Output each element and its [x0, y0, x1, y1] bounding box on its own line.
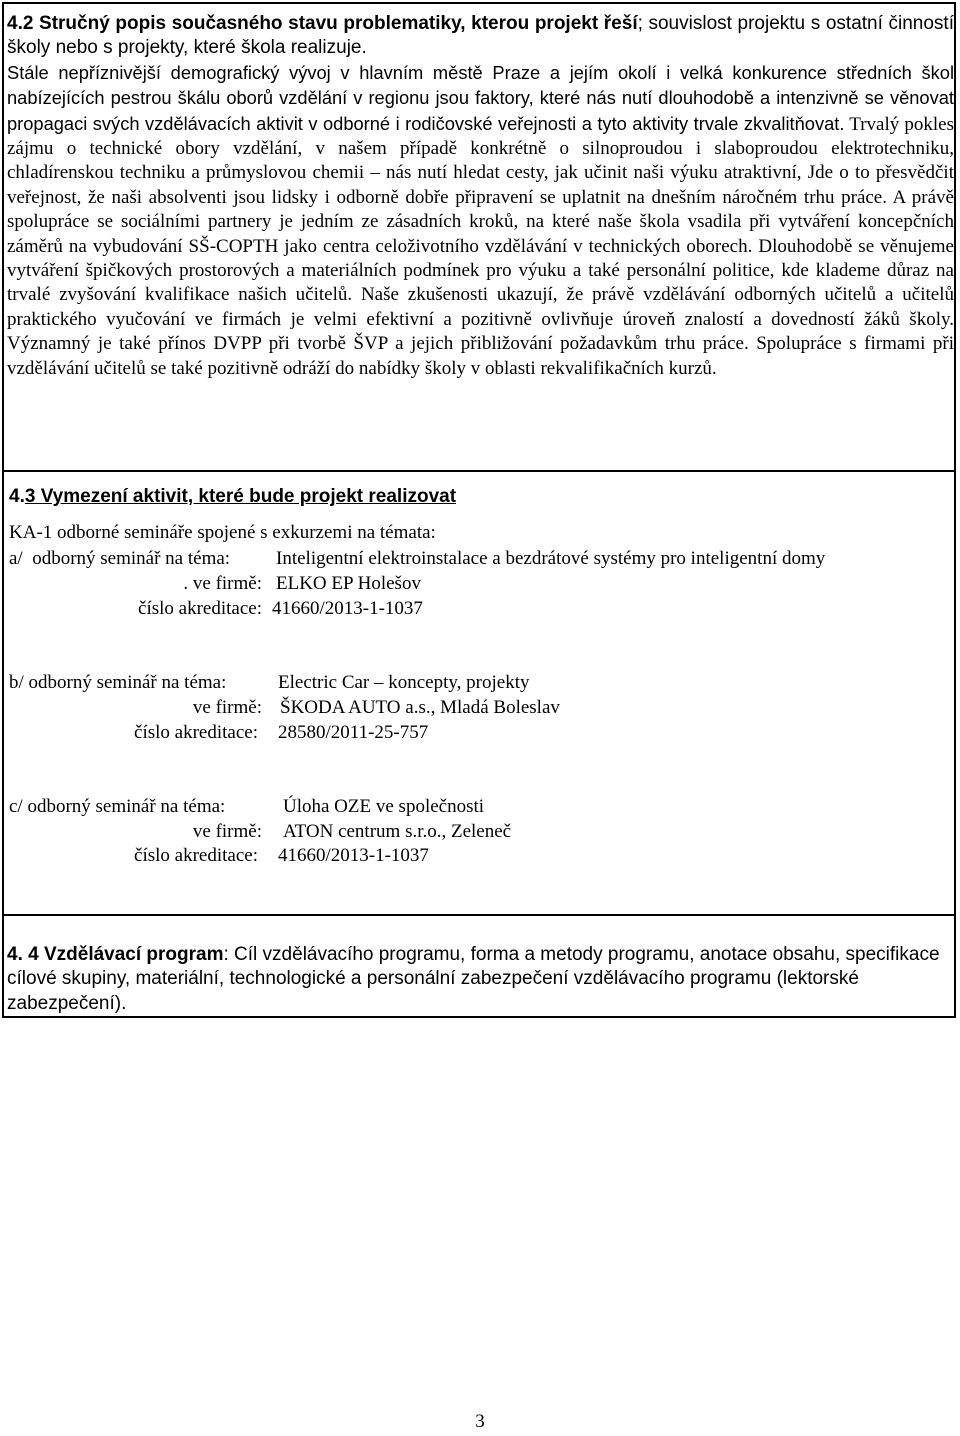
seminar-c-firm-label: ve firmě:: [192, 821, 262, 842]
section-4-2: [7, 12, 954, 381]
section-4-4-heading: 4. 4 Vzdělávací program: [7, 944, 224, 965]
seminar-a-topic-label: a/ odborný seminář na téma:: [9, 548, 231, 569]
seminar-a-topic: Inteligentní elektroinstalace a bezdrátové systémy pro inteligentní domy: [276, 548, 826, 569]
section-4-2-body-2: Trvalý pokles zájmu o technické obory vzdělání, v našem případě konkrétně o silnoproudou i slaboproudou elektrotechniku, chladírenskou techniku a průmyslovou chemii – nás nutí hledat cesty, jak učinit naši výuku atraktivní, Jde o to přesvědčit veřejnost, že naši absolventi jsou lidsky i odborně dobře připravení se uplatnit na dnešním náročném trhu práce. A právě spolupráce se sociálními partnery je jedním ze zásadních kroků, na které naše škola vsadila při vytváření koncepčních záměrů na vybudování SŠ-COPTH jako centra celoživotního vzdělávání v technických oborech. Dlouhodobě se věnujeme vytváření špičkových prostorových a materiálních podmínek pro výuku a také personální politice, kde klademe důraz na trvalé zvyšování kvalifikace našich učitelů. Naše zkušenosti ukazují, že právě vzdělávání odborných učitelů a učitelů praktického vyučování ve firmách je velmi efektivní a pozitivně ovlivňuje úroveň znalostí a dovedností žáků školy. Významný je také přínos DVPP při tvorbě ŠVP a jejich přibližování požadavkům trhu práce. Spolupráce s firmami při vzdělávání učitelů se také pozitivně odráží do nabídky školy v oblasti rekvalifikačních kurzů.: [7, 113, 955, 379]
seminar-c-accreditation: 41660/2013-1-1037: [278, 845, 429, 866]
seminar-b-topic-label: b/ odborný seminář na téma:: [9, 672, 227, 693]
seminar-b-firm-label: ve firmě:: [192, 697, 262, 718]
ka1-intro: KA-1 odborné semináře spojené s exkurzemi na témata:: [9, 522, 436, 543]
seminar-c-topic: Úloha OZE ve společnosti: [283, 796, 485, 817]
section-4-4-body: : Cíl vzdělávacího programu, forma a metody programu, anotace obsahu, specifikace cílové skupiny, materiální, technologické a personální zabezpečení vzdělávacího programu (lektorské zabezpečení).: [7, 944, 940, 1014]
seminar-a-accreditation-label: číslo akreditace:: [138, 598, 262, 619]
section-4-2-heading: 4.2 Stručný popis současného stavu problematiky, kterou projekt řeší: [7, 13, 638, 34]
section-4-2-body-1: Stále nepříznivější demografický vývoj v hlavním městě Praze a jejím okolí i velká konkurence středních škol nabízejících pestrou škálu oborů vzdělání v regionu jsou faktory, které nás nutí dlouhodobě a intenzivně se věnovat propagaci svých vzdělávacích aktivit v odborné i rodičovské veřejnosti a tyto aktivity trvale zkvalitňovat.: [7, 61, 954, 134]
seminar-c-accreditation-label: číslo akreditace:: [134, 845, 258, 866]
section-4-4: [7, 943, 954, 1016]
section-4-3-heading-text: 3 Vymezení aktivit, které bude projekt realizovat: [24, 486, 457, 507]
seminar-b-accreditation-label: číslo akreditace:: [134, 722, 258, 743]
section-4-3-heading: [9, 486, 456, 508]
seminar-c-firm: ATON centrum s.r.o., Zeleneč: [283, 821, 512, 842]
seminar-b-accreditation: 28580/2011-25-757: [278, 722, 429, 743]
section-4-3-heading-num: 4.: [9, 486, 25, 507]
seminar-a-accreditation: 41660/2013-1-1037: [272, 598, 423, 619]
seminar-a-firm-label: . ve firmě:: [183, 573, 262, 594]
seminar-c-topic-label: c/ odborný seminář na téma:: [9, 796, 226, 817]
seminar-b-firm: ŠKODA AUTO a.s., Mladá Boleslav: [280, 697, 560, 718]
seminar-b-topic: Electric Car – koncepty, projekty: [278, 672, 530, 693]
seminar-a-firm: ELKO EP Holešov: [276, 573, 421, 594]
section-4-2-heading-rest: ; souvislost projektu s ostatní činností školy nebo s projekty, které škola realizuje.: [7, 13, 954, 59]
page-number: 3: [475, 1411, 485, 1432]
